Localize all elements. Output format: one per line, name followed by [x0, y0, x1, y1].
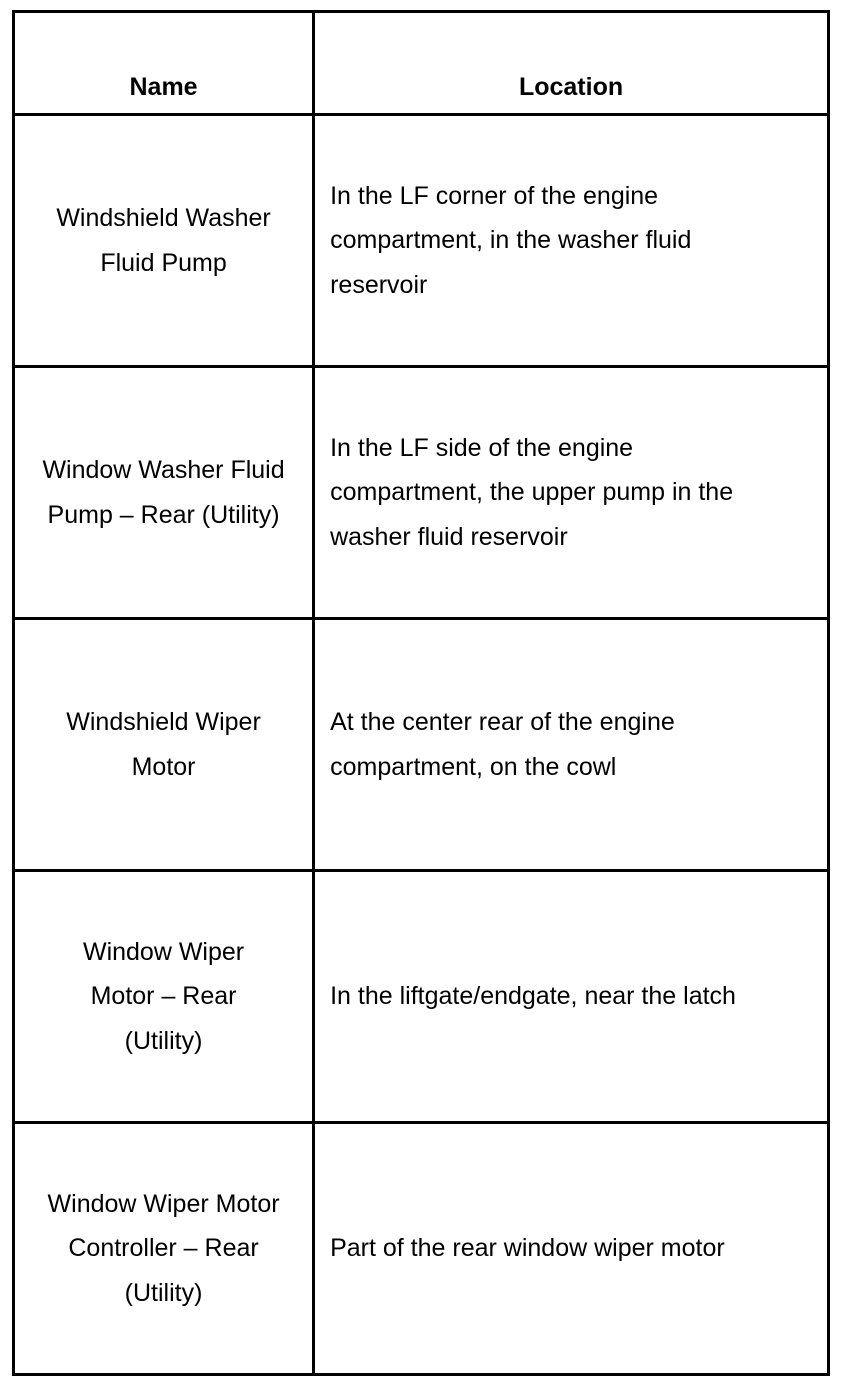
component-name-cell	[14, 1123, 314, 1375]
component-location: In the LF corner of the engine compartment, in the washer fluid reservoir	[330, 181, 692, 299]
component-location: At the center rear of the engine compartment, on the cowl	[330, 708, 675, 781]
component-name-cell	[14, 619, 314, 871]
component-location-cell	[314, 1123, 829, 1375]
table-row	[14, 619, 829, 871]
component-name-cell	[14, 871, 314, 1123]
component-name-cell	[14, 367, 314, 619]
component-location-cell	[314, 619, 829, 871]
component-location-table	[12, 10, 830, 1376]
component-name-cell	[14, 115, 314, 367]
component-name: Windshield Washer Fluid Pump	[56, 204, 271, 277]
component-location-cell	[314, 871, 829, 1123]
component-name: Windshield Wiper Motor	[66, 708, 261, 781]
header-location: Location	[314, 12, 829, 115]
table-row	[14, 1123, 829, 1375]
component-location: In the liftgate/endgate, near the latch	[330, 982, 736, 1011]
component-name: Window Wiper Motor – Rear (Utility)	[82, 937, 245, 1055]
header-name: Name	[14, 12, 314, 115]
component-name: Window Wiper Motor Controller – Rear (Utility)	[47, 1189, 280, 1307]
component-location-cell	[314, 115, 829, 367]
table-header-row	[14, 12, 829, 115]
component-location: In the LF side of the engine compartment, the upper pump in the washer fluid reservoir	[330, 433, 734, 551]
table-row	[14, 871, 829, 1123]
component-name: Window Washer Fluid Pump – Rear (Utility)	[42, 456, 285, 529]
component-location-cell	[314, 367, 829, 619]
component-location: Part of the rear window wiper motor	[330, 1234, 725, 1263]
table-row	[14, 367, 829, 619]
table-row	[14, 115, 829, 367]
